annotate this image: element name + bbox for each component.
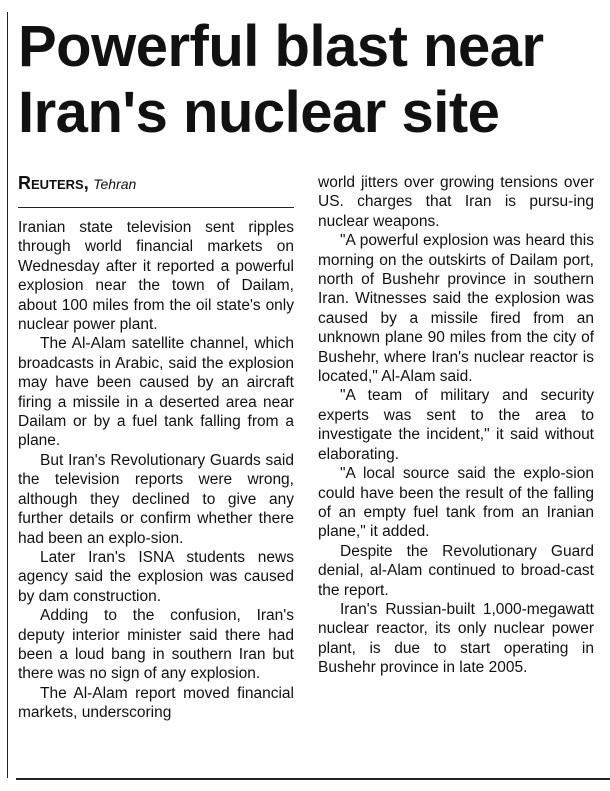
article-paragraph: "A team of military and security experts was sent to the area to investigate the incident," it said without elaborating. (318, 387, 594, 463)
headline (18, 14, 598, 146)
byline (18, 173, 294, 195)
article-paragraph: The Al-Alam satellite channel, which broadcasts in Arabic, said the explosion may have been caused by an aircraft firing a missile in a deserted area near Dailam or by a fuel tank falling from a plane. (18, 335, 294, 450)
headline-line-1: Powerful blast near (18, 14, 544, 79)
article-paragraph: Iran's Russian-built 1,000-megawatt nuclear reactor, its only nuclear power plant, is due to start operating in Bushehr province in late 2005. (318, 600, 594, 677)
left-column-rule (7, 12, 8, 778)
article-paragraph: The Al-Alam report moved financial markets, underscoring (18, 684, 294, 722)
article-paragraph: world jitters over growing tensions over US. charges that Iran is pursu-ing nuclear weapons. (318, 174, 594, 230)
headline-line-2: Iran's nuclear site (18, 80, 500, 145)
article-column-right (318, 173, 594, 678)
article-paragraph: Adding to the confusion, Iran's deputy interior minister said there had been a loud bang in southern Iran but there was no sign of any explosion. (18, 607, 294, 683)
byline-place: Tehran (93, 176, 137, 192)
article-paragraph: Later Iran's ISNA students news agency said the explosion was caused by dam construction. (18, 548, 294, 605)
article-paragraph: Despite the Revolutionary Guard denial, al-Alam continued to broad-cast the report. (318, 542, 594, 599)
article-paragraph: "A local source said the explo-sion could have been the result of the falling of an empty fuel tank from an Iranian plane," it added. (318, 465, 594, 541)
byline-agency: Reuters, (18, 173, 89, 193)
article-paragraph: "A powerful explosion was heard this morning on the outskirts of Dailam port, north of Bushehr province in southern Iran. Witnesses said the explosion was caused by a missile fired from an unknown plane 90 miles from the city of Bushehr, where Iran's nuclear reactor is located," Al-Alam said. (318, 232, 594, 386)
bottom-rule (16, 778, 610, 780)
article-paragraph: But Iran's Revolutionary Guards said the television reports were wrong, although they declined to give any further details or confirm whether there had been an explo-sion. (18, 451, 294, 547)
byline-rule (18, 207, 294, 208)
article-paragraph: Iranian state television sent ripples through world financial markets on Wednesday after it reported a powerful explosion near the town of Dailam, about 100 miles from the oil state's only nuclear power plant. (18, 219, 294, 334)
article-column-left (18, 173, 294, 723)
